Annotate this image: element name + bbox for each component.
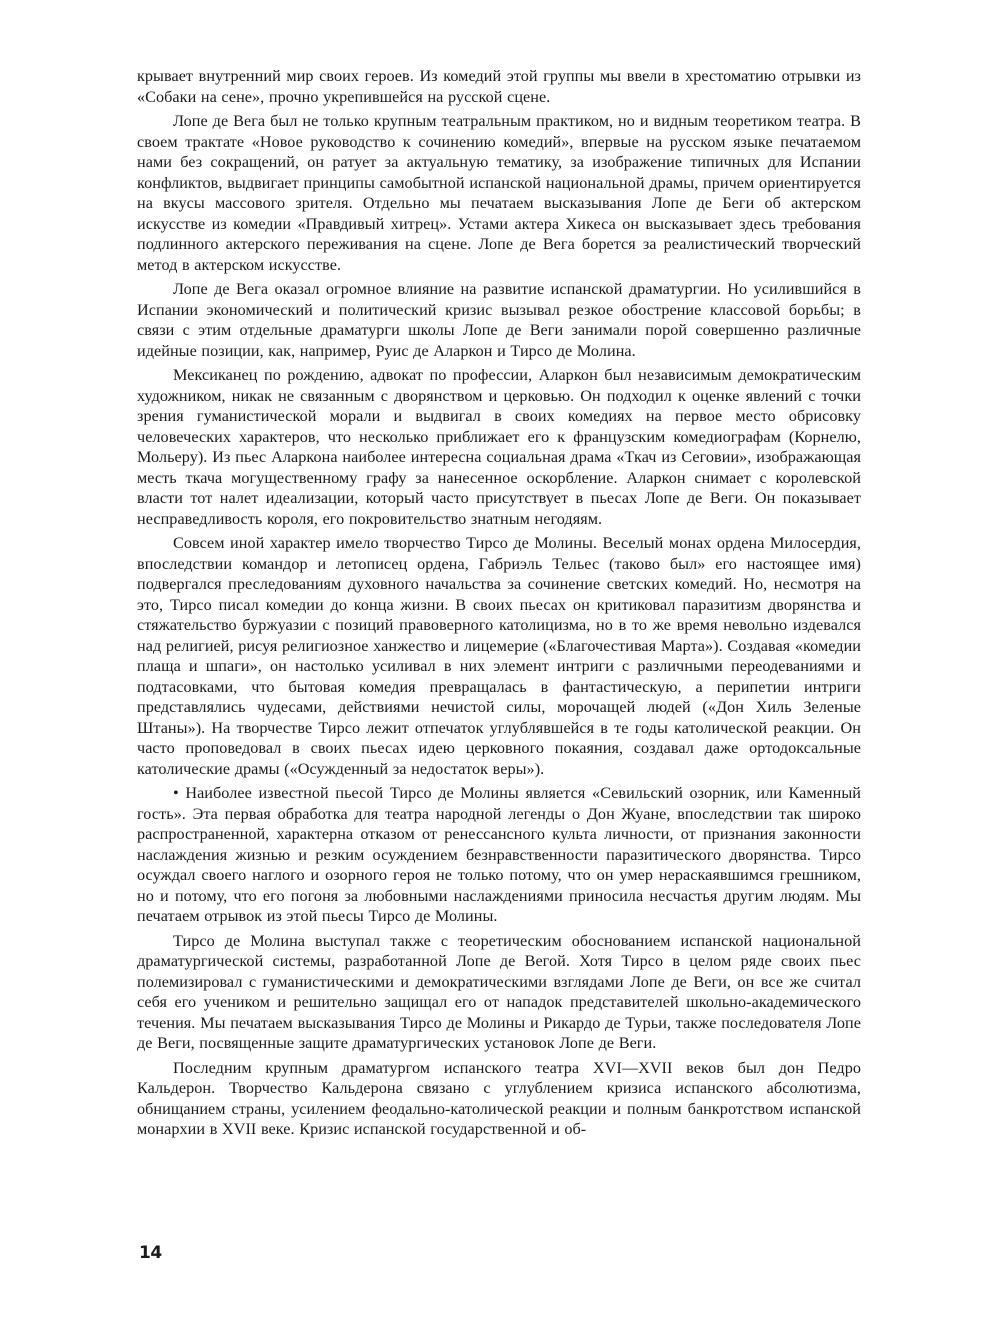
page-number: 14 (139, 1243, 162, 1263)
page-text-body (137, 66, 861, 1144)
paragraph-3: Лопе де Вега оказал огромное влияние на развитие испанской драматургии. Но усилившийся в Испании экономический и политический кризис вызывал резкое обострение классовой борьбы; в связи с этим отдельные драматурги школы Лопе де Веги занимали порой совершенно различные идейные позиции, как, например, Руис де Аларкон и Тирсо де Молина. (137, 280, 861, 360)
paragraph-4: Мексиканец по рождению, адвокат по профессии, Аларкон был независимым демократическим художником, никак не связанным с дворянством и церковью. Он подходил к оценке явлений с точки зрения гуманистической морали и выдвигал в своих комедиях на первое место обрисовку человеческих характеров, что несколько приближает его к французским комедиографам (Корнелю, Мольеру). Из пьес Аларкона наиболее интересна социальная драма «Ткач из Сеговии», изображающая месть ткача могущественному графу за нанесенное оскорбление. Аларкон снимает с королевской власти тот налет идеализации, который часто присутствует в пьесах Лопе де Веги. Он показывает несправедливость короля, его покровительство знатным негодяям. (137, 366, 861, 528)
paragraph-1: крывает внутренний мир своих героев. Из комедий этой группы мы ввели в хрестоматию отрывки из «Собаки на сене», прочно укрепившейся на русской сцене. (137, 67, 861, 106)
paragraph-5: Совсем иной характер имело творчество Тирсо де Молины. Веселый монах ордена Милосердия, впоследствии командор и летописец ордена, Габриэль Тельес (таково был» его настоящее имя) подвергался преследованиям духовного начальства за сочинение светских комедий. Но, несмотря на это, Тирсо писал комедии до конца жизни. В своих пьесах он критиковал паразитизм дворянства и стяжательство буржуазии с позиций правоверного католицизма, но в то же время невольно издевался над религией, рисуя религиозное ханжество и лицемерие («Благочестивая Марта»). Создавая «комедии плаща и шпаги», он настолько усиливал в них элемент интриги с различными переодеваниями и подтасовками, что бытовая комедия превращалась в фантастическую, а перипетии интриги представлялись чудесами, действиями нечистой силы, морочащей людей («Дон Хиль Зеленые Штаны»). На творчестве Тирсо лежит отпечаток углублявшейся в те годы католической реакции. Он часто проповедовал в своих пьесах идею церковного покаяния, создавал даже ортодоксальные католические драмы («Осужденный за недостаток веры»). (137, 534, 861, 778)
paragraph-8: Последним крупным драматургом испанского театра XVI—XVII веков был дон Педро Кальдерон. Творчество Кальдерона связано с углублением кризиса испанского абсолютизма, обнищанием страны, усилением феодально-католической реакции и полным банкротством испанской монархии в XVII веке. Кризис испанской государственной и об- (137, 1058, 861, 1138)
paragraph-7: Тирсо де Молина выступал также с теоретическим обоснованием испанской национальной драматургической системы, разработанной Лопе де Вегой. Хотя Тирсо в целом ряде своих пьес полемизировал с гуманистическими и демократическими взглядами Лопе де Веги, он все же считал себя его учеником и решительно защищал его от нападок представителей школьно-академического течения. Мы печатаем высказывания Тирсо де Молины и Рикардо де Турьи, также последователя Лопе де Веги, посвященные защите драматургических установок Лопе де Веги. (137, 931, 861, 1052)
paragraph-2: Лопе де Вега был не только крупным театральным практиком, но и видным теоретиком театра. В своем трактате «Новое руководство к сочинению комедий», впервые на русском языке печатаемом нами без сокращений, он ратует за актуальную тематику, за изображение типичных для Испании конфликтов, выдвигает принципы самобытной испанской национальной драмы, причем ориентируется на вкусы массового зрителя. Отдельно мы печатаем высказывания Лопе де Беги об актерском искусстве из комедии «Правдивый хитрец». Устами актера Хикеса он высказывает здесь требования подлинного актерского переживания на сцене. Лопе де Вега борется за реалистический творческий метод в актерском искусстве. (137, 112, 861, 274)
paragraph-6: • Наиболее известной пьесой Тирсо де Молины является «Севильский озорник, или Каменный гость». Эта первая обработка для театра народной легенды о Дон Жуане, впоследствии так широко распространенной, характерна отказом от ренессансного культа личности, от признания законности наслаждения жизнью и резким осуждением безнравственности паразитического дворянства. Тирсо осуждал своего наглого и озорного героя не только потому, что он умер нераскаявшимся грешником, но и потому, что его погоня за любовными наслаждениями приносила несчастья другим людям. Мы печатаем отрывок из этой пьесы Тирсо де Молины. (137, 784, 861, 925)
